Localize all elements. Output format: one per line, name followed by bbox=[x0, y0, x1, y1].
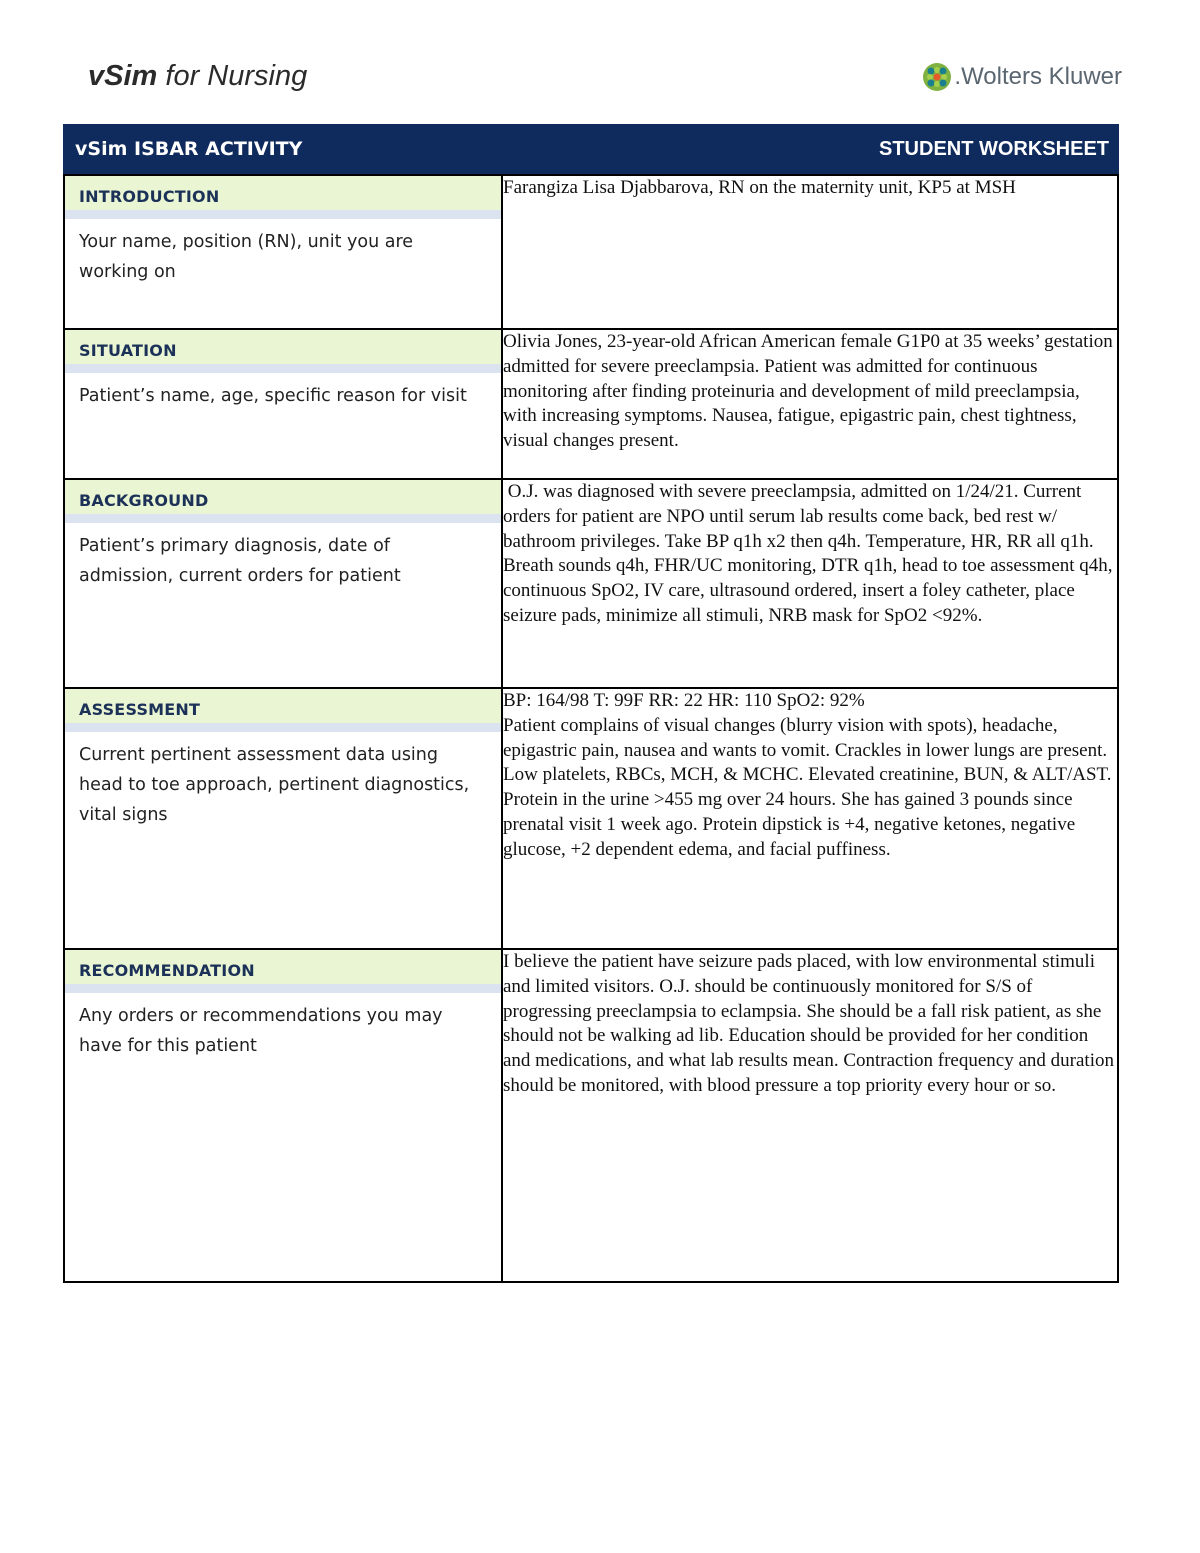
brand-vsim: vSim bbox=[88, 60, 158, 92]
row-situation bbox=[64, 329, 1118, 479]
response-field[interactable]: Olivia Jones, 23-year-old African American female G1P0 at 35 weeks’ gestation admitted for severe preeclampsia. Patient was admitted for continuous monitoring after finding proteinuria and development of mild preeclampsia, with increasing symptoms. Nausea, fatigue, epigastric pain, chest tightness, visual changes present. bbox=[502, 329, 1118, 479]
section-label: SITUATION bbox=[65, 330, 501, 364]
vsim-for-nursing-logo bbox=[88, 60, 307, 93]
response-field[interactable]: Farangiza Lisa Djabbarova, RN on the maternity unit, KP5 at MSH bbox=[502, 175, 1118, 329]
publisher-name: Wolters Kluwer bbox=[961, 63, 1122, 90]
section-description: Current pertinent assessment data using head to toe approach, pertinent diagnostics, vital signs bbox=[79, 745, 470, 825]
section-label: RECOMMENDATION bbox=[65, 950, 501, 984]
section-description: Any orders or recommendations you may have for this patient bbox=[79, 1006, 443, 1056]
isbar-table bbox=[63, 174, 1119, 1283]
wolters-kluwer-logo: . Wolters Kluwer bbox=[922, 62, 1122, 92]
response-field[interactable]: O.J. was diagnosed with severe preeclampsia, admitted on 1/24/21. Current orders for patient are NPO until serum lab results come back, bed rest w/ bathroom privileges. Take BP q1h x2 then q4h. Temperature, HR, RR all q1h. Breath sounds q4h, FHR/UC monitoring, DTR q1h, head to toe assessment q4h, continuous SpO2, IV care, ultrasound ordered, insert a foley catheter, place seizure pads, minimize all stimuli, NRB mask for SpO2 <92%. bbox=[502, 479, 1118, 688]
worksheet-banner bbox=[63, 124, 1119, 174]
brand-for-nursing: for Nursing bbox=[157, 60, 308, 92]
response-field[interactable]: I believe the patient have seizure pads placed, with low environmental stimuli and limited visitors. O.J. should be continuously monitored for S/S of progressing preeclampsia to eclampsia. She should be a fall risk patient, as she should not be walking ad lib. Education should be provided for her condition and medications, and what lab results mean. Contraction frequency and duration should be monitored, with blood pressure a top priority every hour or so. bbox=[502, 949, 1118, 1282]
row-assessment bbox=[64, 688, 1118, 949]
worksheet-type: STUDENT WORKSHEET bbox=[879, 137, 1109, 160]
row-background bbox=[64, 479, 1118, 688]
section-description: Patient’s primary diagnosis, date of admission, current orders for patient bbox=[79, 536, 401, 586]
wolters-kluwer-icon bbox=[922, 62, 952, 92]
row-recommendation bbox=[64, 949, 1118, 1282]
row-introduction bbox=[64, 175, 1118, 329]
section-label: BACKGROUND bbox=[65, 480, 501, 514]
section-description: Patient’s name, age, specific reason for visit bbox=[79, 386, 467, 406]
activity-title: vSim ISBAR ACTIVITY bbox=[75, 138, 303, 160]
section-label: INTRODUCTION bbox=[65, 176, 501, 210]
response-field[interactable]: BP: 164/98 T: 99F RR: 22 HR: 110 SpO2: 92% Patient complains of visual changes (blurry vision with spots), headache, epigastric pain, nausea and wants to vomit. Crackles in lower lungs are present. Low platelets, RBCs, MCH, & MCHC. Elevated creatinine, BUN, & ALT/AST. Protein in the urine >455 mg over 24 hours. She has gained 3 pounds since prenatal visit 1 week ago. Protein dipstick is +4, negative ketones, negative glucose, +2 dependent edema, and facial puffiness. bbox=[502, 688, 1118, 949]
section-description: Your name, position (RN), unit you are working on bbox=[79, 232, 414, 282]
section-label: ASSESSMENT bbox=[65, 689, 501, 723]
isbar-worksheet bbox=[63, 124, 1119, 1283]
